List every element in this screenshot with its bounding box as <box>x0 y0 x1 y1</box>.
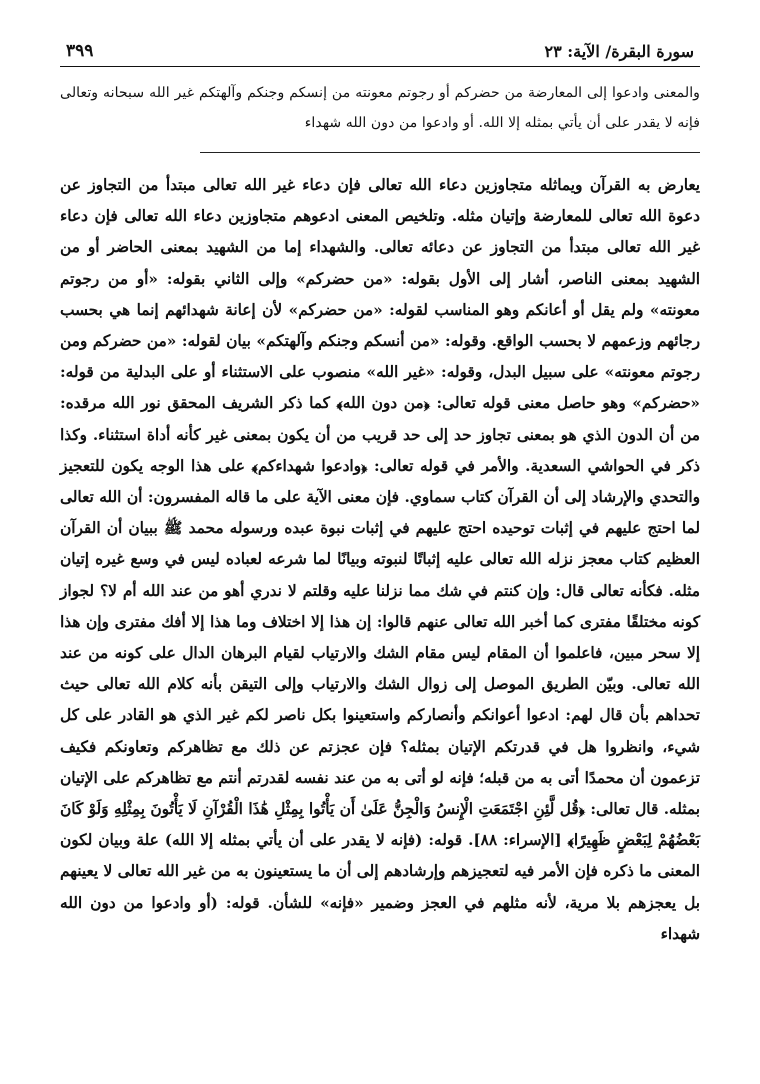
commentary-paragraph: يعارض به القرآن ويماثله متجاوزين دعاء الله تعالى فإن دعاء غير الله تعالى مبتدأ من التجاوز عن دعوة الله تعالى للمعارضة وإتيان مثله. وتلخيص المعنى ادعوهم متجاوزين دعاء الله تعالى فإن دعاء غير الله تعالى مبتدأ من التجاوز عن دعائه تعالى. والشهداء إما من الشهيد بمعنى الحاضر أو من الشهيد بمعنى الناصر، أشار إلى الأول بقوله: «من حضركم» وإلى الثاني بقوله: «أو من رجوتم معونته» ولم يقل أو أعانكم وهو المناسب لقوله: «من حضركم» لأن إعانة شهدائهم إنما هي بحسب رجائهم وزعمهم لا بحسب الواقع. وقوله: «من أنسكم وجنكم وآلهتكم» بيان لقوله: «من حضركم ومن رجوتم معونته» على سبيل البدل، وقوله: «غير الله» منصوب على الاستثناء أو على البدلية من قوله: «حضركم» وهو حاصل معنى قوله تعالى: ﴿من دون الله﴾ كما ذكر الشريف المحقق نور الله مرقده: من أن الدون الذي هو بمعنى تجاوز حد إلى حد قريب من أن يكون بمعنى غير كأنه أداة استثناء. وكذا ذكر في الحواشي السعدية. والأمر في قوله تعالى: ﴿وادعوا شهداءكم﴾ على هذا الوجه يكون للتعجيز والتحدي والإرشاد إلى أن القرآن كتاب سماوي. فإن معنى الآية على ما قاله المفسرون: أن الله تعالى لما احتج عليهم في إثبات توحيده احتج عليهم في إثبات نبوة عبده ورسوله محمد ﷺ ببيان أن القرآن العظيم كتاب معجز نزله الله تعالى عليه إثباتًا لنبوته وبيانًا لما شرعه لعباده ليس في وسع غيره إتيان مثله. فكأنه تعالى قال: وإن كنتم في شك مما نزلنا عليه وقلتم لا ندري أهو من عند الله أم لا؟ لجواز كونه مختلقًا مفترى كما أخبر الله تعالى عنهم قالوا: إن هذا إلا اختلاف وما هذا إلا أفك مفترى وإن هذا إلا سحر مبين، فاعلموا أن المقام ليس مقام الشك والارتياب لقيام البرهان الدال على كونه من عند الله تعالى. وبيّن الطريق الموصل إلى زوال الشك والارتياب وإلى التيقن بأنه كلام الله تعالى حيث تحداهم بأن قال لهم: ادعوا أعوانكم وأنصاركم واستعينوا بكل ناصر لكم غير الذي هو القادر على كل شيء، وانظروا هل في قدرتكم الإتيان بمثله؟ فإن عجزتم عن ذلك مع تظاهركم وتعاونكم فكيف تزعمون أن محمدًا أتى به من قبله؛ فإنه لو أتى به من عند نفسه لقدرتم أنتم مع تظاهركم على الإتيان بمثله. قال تعالى: ﴿قُل لَّئِنِ اجْتَمَعَتِ الْإِنسُ وَالْجِنُّ عَلَىٰ أَن يَأْتُوا بِمِثْلِ هَٰذَا الْقُرْآنِ لَا يَأْتُونَ بِمِثْلِهِ وَلَوْ كَانَ بَعْضُهُمْ لِبَعْضٍ ظَهِيرًا﴾ [الإسراء: ٨٨]. قوله: (فإنه لا يقدر على أن يأتي بمثله إلا الله) علة وبيان لكون المعنى ما ذكره فإن الأمر فيه لتعجيزهم وإرشادهم إلى أن ما يستعينون به من غير الله تعالى لا يعينهم بل يعجزهم بلا مرية، لأنه مثلهم في العجز وضمير «فإنه» للشأن. قوله: (أو وادعوا من دون الله شهداء <box>60 176 700 943</box>
margin-commentary: والمعنى وادعوا إلى المعارضة من حضركم أو رجوتم معونته من إنسكم وجنكم وآلهتكم غير الله سبحانه وتعالى فإنه لا يقدر على أن يأتي بمثله إلا الله. أو وادعوا من دون الله شهداء <box>60 85 700 131</box>
running-title: سورة البقرة/ الآية: ٢٣ <box>544 41 694 61</box>
page-header <box>60 36 700 67</box>
page-number: ٣٩٩ <box>66 41 94 61</box>
main-commentary <box>60 170 700 950</box>
separator-rule <box>200 152 700 153</box>
